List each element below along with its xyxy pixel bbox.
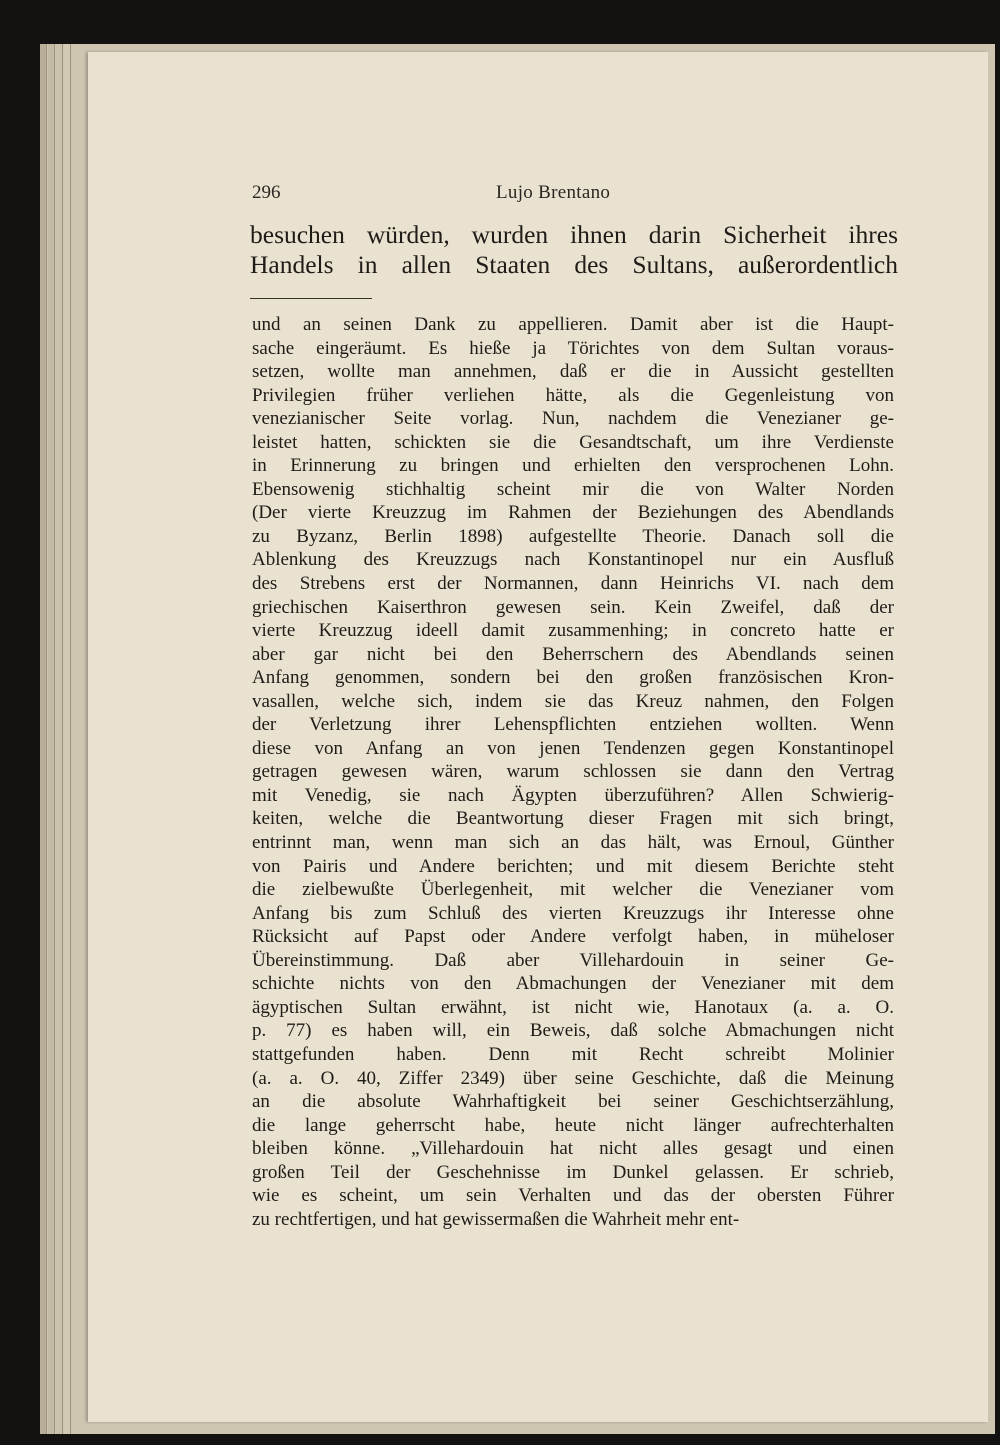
footnote-line: an die absolute Wahrhaftigkeit bei seiner Geschichtserzählung, [252,1091,894,1113]
footnote-line: (Der vierte Kreuzzug im Rahmen der Beziehungen des Abendlands [252,502,894,524]
footnote-line: wie es scheint, um sein Verhalten und das der obersten Führer [252,1185,894,1207]
footnote-line: Rücksicht auf Papst oder Andere verfolgt haben, in müheloser [252,926,894,948]
footnote-line: p. 77) es haben will, ein Beweis, daß solche Abmachungen nicht [252,1020,894,1042]
page-edge [64,44,71,1434]
footnote-line: setzen, wollte man annehmen, daß er die in Aussicht gestellten [252,361,894,383]
footnote-line: venezianischer Seite vorlag. Nun, nachdem die Venezianer ge- [252,408,894,430]
footnote-line: Ebensowenig stichhaltig scheint mir die von Walter Norden [252,478,894,500]
footnote-line: keiten, welche die Beantwortung dieser Fragen mit sich bringt, [252,808,894,830]
main-text-continuation [250,220,898,280]
footnote-separator [250,298,372,299]
footnote-line: der Verletzung ihrer Lehenspflichten entziehen wollten. Wenn [252,714,894,736]
footnote-line: leistet hatten, schickten sie die Gesandtschaft, um ihre Verdienste [252,431,894,453]
footnote-line: des Strebens erst der Normannen, dann Heinrichs VI. nach dem [252,573,894,595]
footnote-line: ägyptischen Sultan erwähnt, ist nicht wie, Hanotaux (a. a. O. [252,996,894,1018]
footnote-line: in Erinnerung zu bringen und erhielten den versprochenen Lohn. [252,455,894,477]
footnote-line: zu rechtfertigen, und hat gewissermaßen die Wahrheit mehr ent- [252,1208,740,1230]
page-edge [48,44,55,1434]
running-head-author: Lujo Brentano [496,182,611,203]
footnote-line: die zielbewußte Überlegenheit, mit welcher die Venezianer vom [252,879,894,901]
footnote-line: vasallen, welche sich, indem sie das Kreuz nahmen, den Folgen [252,690,894,712]
footnote-line: Anfang genommen, sondern bei den großen französischen Kron- [252,667,894,689]
footnote-line: die lange geherrscht habe, heute nicht länger aufrechterhalten [252,1114,894,1136]
main-text-line: besuchen würden, wurden ihnen darin Sicherheit ihres [250,220,898,249]
footnote-line: bleiben könne. „Villehardouin hat nicht alles gesagt und einen [252,1138,894,1160]
footnote-line: stattgefunden haben. Denn mit Recht schreibt Molinier [252,1043,894,1065]
footnote-line: schichte nichts von den Abmachungen der Venezianer mit dem [252,973,894,995]
footnote-line: Privilegien früher verliehen hätte, als die Gegenleistung von [252,384,894,406]
page-number: 296 [252,182,281,203]
footnote-line: griechischen Kaiserthron gewesen sein. Kein Zweifel, daß der [252,596,894,618]
running-head [252,182,952,212]
footnote-line: zu Byzanz, Berlin 1898) aufgestellte Theorie. Danach soll die [252,525,894,547]
footnote-line: aber gar nicht bei den Beherrschern des Abendlands seinen [252,643,894,665]
footnote-line: Ablenkung des Kreuzzugs nach Konstantinopel nur ein Ausfluß [252,549,894,571]
footnote-text [252,313,894,1231]
page-edge [40,44,47,1434]
footnote-line: mit Venedig, sie nach Ägypten überzuführen? Allen Schwierig- [252,784,894,806]
footnote-line: (a. a. O. 40, Ziffer 2349) über seine Geschichte, daß die Meinung [252,1067,894,1089]
main-text-line: Handels in allen Staaten des Sultans, außerordentlich [250,250,898,279]
footnote-line: getragen gewesen wären, warum schlossen sie dann den Vertrag [252,761,894,783]
footnote-line: entrinnt man, wenn man sich an das hält, was Ernoul, Günther [252,832,894,854]
footnote-line: diese von Anfang an von jenen Tendenzen gegen Konstantinopel [252,737,894,759]
footnote-line: sache eingeräumt. Es hieße ja Törichtes von dem Sultan voraus- [252,337,894,359]
footnote-line: großen Teil der Geschehnisse im Dunkel gelassen. Er schrieb, [252,1161,894,1183]
footnote-line: Anfang bis zum Schluß des vierten Kreuzzugs ihr Interesse ohne [252,902,894,924]
footnote-line: Übereinstimmung. Daß aber Villehardouin in seiner Ge- [252,949,894,971]
footnote-line: von Pairis und Andere berichten; und mit diesem Berichte steht [252,855,894,877]
page-edge [56,44,63,1434]
footnote-line: und an seinen Dank zu appellieren. Damit aber ist die Haupt- [252,314,894,335]
footnote-line: vierte Kreuzzug ideell damit zusammenhing; in concreto hatte er [252,620,894,642]
